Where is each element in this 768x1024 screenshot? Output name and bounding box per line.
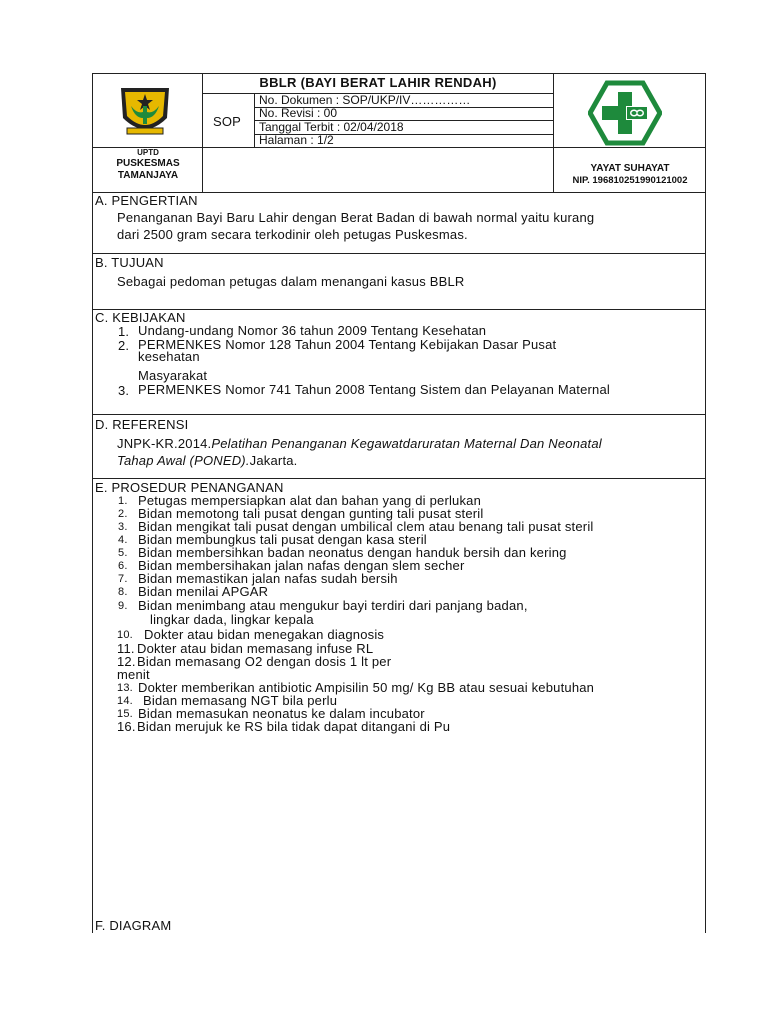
list-item-number: 9. (118, 600, 128, 612)
page-number: Halaman : 1/2 (259, 133, 334, 147)
signer-nip: NIP. 196810251990121002 (572, 175, 688, 186)
list-item: Bidan memasang NGT bila perlu (143, 693, 338, 708)
reference-line2 (117, 453, 298, 468)
document-title: BBLR (BAYI BERAT LAHIR RENDAH) (259, 75, 497, 90)
list-item-continuation: Masyarakat (138, 368, 208, 383)
section-b-heading: B. TUJUAN (95, 255, 164, 270)
reference-title: Pelatihan Penanganan Kegawatdaruratan Maternal Dan Neonatal (211, 436, 602, 451)
list-item-number: 2. (118, 508, 128, 520)
list-item-number: 16. (117, 719, 136, 734)
list-item: Bidan merujuk ke RS bila tidak dapat ditangani di Pu (137, 719, 451, 734)
issue-date: Tanggal Terbit : 02/04/2018 (259, 120, 404, 134)
section-b-line1: Sebagai pedoman petugas dalam menangani kasus BBLR (117, 274, 465, 289)
reference-source: JNPK-KR.2014. (117, 436, 212, 451)
list-item: Bidan membersihkan badan neonatus dengan handuk bersih dan kering (138, 545, 567, 560)
list-item-number: 6. (118, 560, 128, 572)
list-item: Bidan memastikan jalan nafas sudah bersih (138, 571, 398, 586)
list-item: Bidan menimbang atau mengukur bayi terdiri dari panjang badan, (138, 598, 528, 613)
list-item: PERMENKES Nomor 741 Tahun 2008 Tentang Sistem dan Pelayanan Maternal (138, 382, 611, 397)
list-item-continuation: kesehatan (138, 349, 200, 364)
reference-city: Jakarta. (249, 453, 298, 468)
list-item: Bidan memasukan neonatus ke dalam incubator (138, 706, 425, 721)
sop-label: SOP (213, 114, 242, 129)
list-item: Dokter memberikan antibiotic Ampisilin 50 mg/ Kg BB atau sesuai kebutuhan (138, 680, 595, 695)
section-a-line1: Penanganan Bayi Baru Lahir dengan Berat Badan di bawah normal yaitu kurang (117, 210, 595, 225)
list-item-number: 13. (117, 682, 133, 694)
list-item-continuation: menit (117, 667, 150, 682)
list-item-number: 15. (117, 708, 133, 720)
list-item: Bidan membungkus tali pusat dengan kasa steril (138, 532, 427, 547)
list-item-continuation: lingkar dada, lingkar kepala (150, 612, 314, 627)
list-item-number: 4. (118, 534, 128, 546)
list-item: PERMENKES Nomor 128 Tahun 2004 Tentang Kebijakan Dasar Pusat (138, 337, 557, 352)
section-c-heading: C. KEBIJAKAN (95, 310, 186, 325)
list-item: Bidan membersihakan jalan nafas dengan slem secher (138, 558, 465, 573)
org-name-line1: UPTD (137, 148, 159, 157)
doc-number: No. Dokumen : SOP/UKP/IV…………… (259, 93, 471, 107)
list-item-number: 1. (118, 324, 130, 339)
list-item: Bidan menilai APGAR (138, 584, 269, 599)
org-name-line2: PUSKESMAS (116, 158, 180, 169)
list-item: Petugas mempersiapkan alat dan bahan yang di perlukan (138, 493, 482, 508)
revision-number: No. Revisi : 00 (259, 106, 338, 120)
list-item-number: 14. (117, 695, 133, 707)
list-item: Bidan memotong tali pusat dengan gunting tali pusat steril (138, 506, 484, 521)
list-item: Bidan memasang O2 dengan dosis 1 lt per (137, 654, 392, 669)
regional-emblem-logo (117, 84, 173, 140)
section-f-heading: F. DIAGRAM (95, 918, 172, 933)
list-item-number: 7. (118, 573, 128, 585)
section-d-heading: D. REFERENSI (95, 417, 189, 432)
puskesmas-logo (588, 80, 662, 146)
list-item: Undang-undang Nomor 36 tahun 2009 Tentang Kesehatan (138, 323, 487, 338)
section-e-heading: E. PROSEDUR PENANGANAN (95, 480, 284, 495)
list-item: Dokter atau bidan memasang infuse RL (137, 641, 374, 656)
org-name-line3: TAMANJAYA (117, 170, 179, 181)
section-a-line2: dari 2500 gram secara terkodinir oleh petugas Puskesmas. (117, 227, 468, 242)
list-item-number: 1. (118, 495, 128, 507)
reference-title-cont: Tahap Awal (PONED). (117, 453, 250, 468)
list-item-number: 3. (118, 521, 128, 533)
list-item-number: 11. (117, 641, 135, 656)
list-item-number: 5. (118, 547, 128, 559)
list-item-number: 10. (117, 629, 133, 641)
list-item: Dokter atau bidan menegakan diagnosis (144, 627, 385, 642)
list-item-number: 3. (118, 383, 130, 398)
list-item-number: 12. (117, 654, 136, 669)
list-item-number: 2. (118, 338, 130, 353)
reference-line1 (117, 436, 602, 451)
section-a-heading: A. PENGERTIAN (95, 193, 198, 208)
list-item-number: 8. (118, 586, 128, 598)
list-item: Bidan mengikat tali pusat dengan umbilical clem atau benang tali pusat steril (138, 519, 594, 534)
signer-name: YAYAT SUHAYAT (590, 163, 670, 174)
